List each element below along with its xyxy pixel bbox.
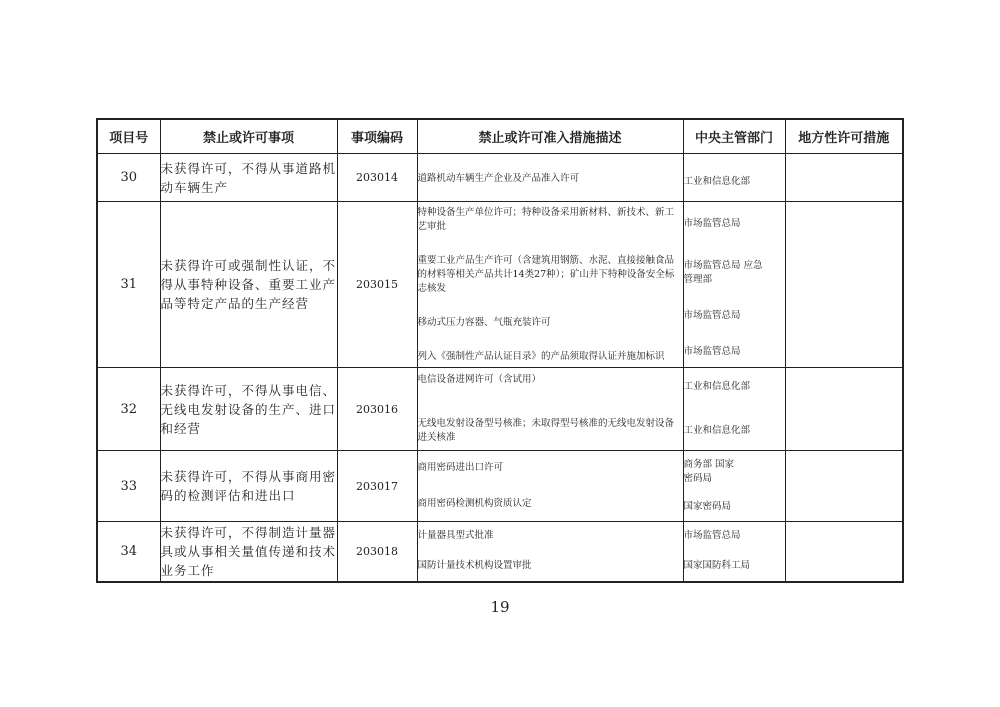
code-cell: 203018 xyxy=(337,522,417,582)
description-cell xyxy=(417,368,683,451)
matter-cell: 未获得许可，不得从事电信、无线电发射设备的生产、进口和经营 xyxy=(160,368,337,451)
permit-table xyxy=(96,118,904,583)
header-code: 事项编码 xyxy=(337,119,417,154)
item-number: 34 xyxy=(97,522,160,582)
local-measures-cell xyxy=(785,202,903,368)
measure-description: 计量器具型式批准 xyxy=(417,530,494,542)
measure-description: 特种设备生产单位许可；特种设备采用新材料、新技术、新工艺审批 xyxy=(417,206,675,232)
measure-description: 道路机动车辆生产企业及产品准入许可 xyxy=(417,172,580,184)
measure-description: 移动式压力容器、气瓶充装许可 xyxy=(417,316,551,328)
item-number: 30 xyxy=(97,154,160,202)
measure-department: 国家密码局 xyxy=(683,501,732,512)
table-row xyxy=(97,202,903,368)
table-row xyxy=(97,451,903,522)
description-cell xyxy=(417,202,683,368)
measure-department: 市场监管总局 应急管理部 xyxy=(683,259,763,285)
department-cell xyxy=(683,451,785,522)
measure-description: 国防计量技术机构设置审批 xyxy=(417,560,532,572)
measure-department: 市场监管总局 xyxy=(683,530,741,542)
code-cell: 203014 xyxy=(337,154,417,202)
department-cell xyxy=(683,154,785,202)
measure-description: 商用密码进出口许可 xyxy=(417,462,504,473)
measure-department: 工业和信息化部 xyxy=(683,381,751,392)
local-measures-cell xyxy=(785,154,903,202)
measure-description: 电信设备进网许可（含试用） xyxy=(417,374,542,385)
table-row xyxy=(97,154,903,202)
measure-description: 列入《强制性产品认证目录》的产品须取得认证并施加标识 xyxy=(417,350,665,362)
item-number: 32 xyxy=(97,368,160,451)
measure-department: 商务部 国家密码局 xyxy=(683,459,735,484)
measure-description: 重要工业产品生产许可（含建筑用钢筋、水泥、直接接触食品的材料等相关产品共计14类27种）；矿山井下特种设备安全标志核发 xyxy=(417,254,675,294)
page-number: 19 xyxy=(490,598,510,616)
matter-cell: 未获得许可，不得从事道路机动车辆生产 xyxy=(160,154,337,202)
description-cell xyxy=(417,154,683,202)
table-row xyxy=(97,522,903,582)
table-row xyxy=(97,368,903,451)
code-cell: 203017 xyxy=(337,451,417,522)
local-measures-cell xyxy=(785,522,903,582)
measure-department: 工业和信息化部 xyxy=(683,425,751,436)
item-number: 33 xyxy=(97,451,160,522)
measure-department: 市场监管总局 xyxy=(683,217,741,229)
matter-cell: 未获得许可，不得从事商用密码的检测评估和进出口 xyxy=(160,451,337,522)
header-matter: 禁止或许可事项 xyxy=(160,119,337,154)
matter-cell: 未获得许可或强制性认证，不得从事特种设备、重要工业产品等特定产品的生产经营 xyxy=(160,202,337,368)
code-cell: 203016 xyxy=(337,368,417,451)
header-local-measures: 地方性许可措施 xyxy=(785,119,903,154)
code-cell: 203015 xyxy=(337,202,417,368)
description-cell xyxy=(417,522,683,582)
measure-description: 无线电发射设备型号核准；未取得型号核准的无线电发射设备进关核准 xyxy=(417,418,675,443)
description-cell xyxy=(417,451,683,522)
measure-department: 市场监管总局 xyxy=(683,345,741,357)
table-header-row xyxy=(97,119,903,154)
department-cell xyxy=(683,202,785,368)
header-item-no: 项目号 xyxy=(97,119,160,154)
department-cell xyxy=(683,368,785,451)
department-cell xyxy=(683,522,785,582)
measure-department: 工业和信息化部 xyxy=(683,175,751,187)
measure-description: 商用密码检测机构资质认定 xyxy=(417,498,532,509)
local-measures-cell xyxy=(785,451,903,522)
header-department: 中央主管部门 xyxy=(683,119,785,154)
item-number: 31 xyxy=(97,202,160,368)
measure-department: 市场监管总局 xyxy=(683,309,741,321)
matter-cell: 未获得许可，不得制造计量器具或从事相关量值传递和技术业务工作 xyxy=(160,522,337,582)
local-measures-cell xyxy=(785,368,903,451)
header-description: 禁止或许可准入措施描述 xyxy=(417,119,683,154)
measure-department: 国家国防科工局 xyxy=(683,560,751,572)
